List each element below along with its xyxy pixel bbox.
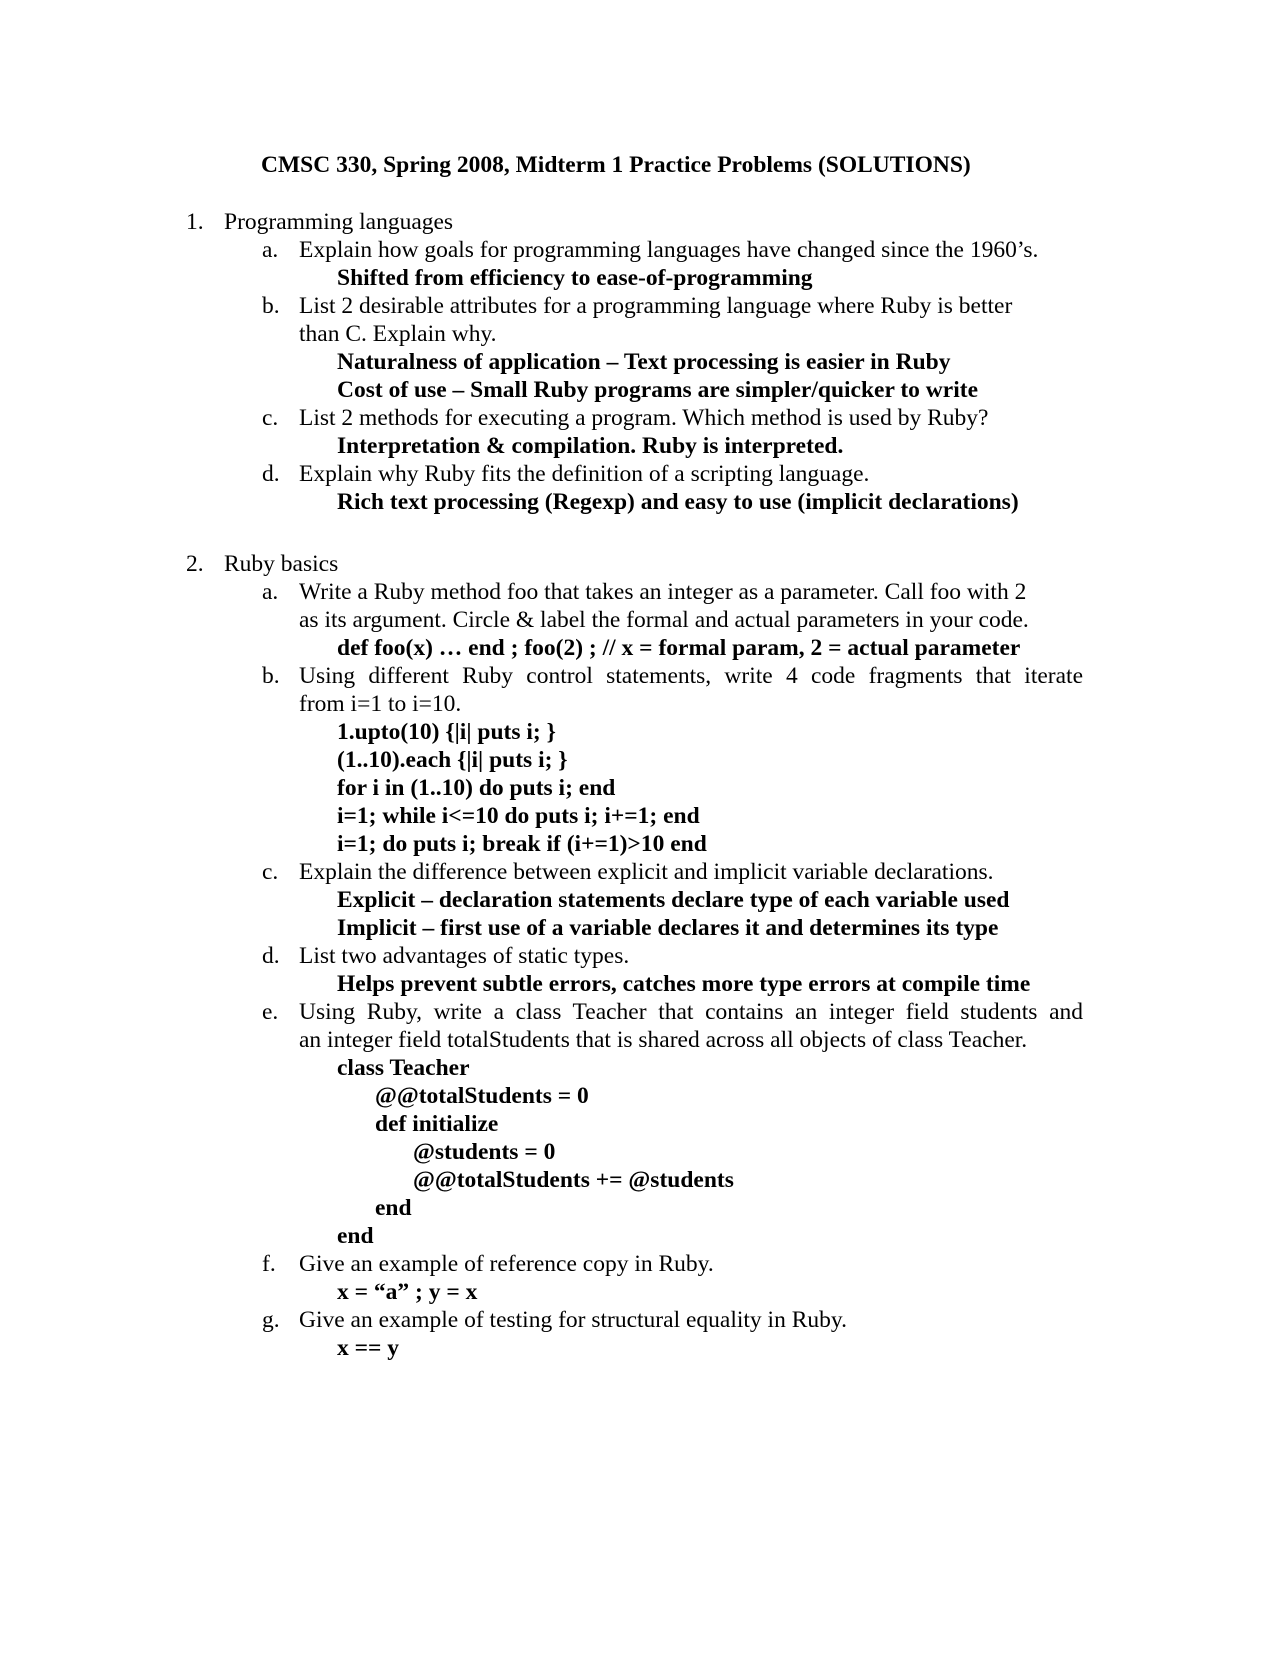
question-marker: g. — [262, 1307, 280, 1333]
question-text: List 2 methods for executing a program. Which method is used by Ruby? — [299, 405, 989, 431]
question-marker: f. — [262, 1251, 276, 1277]
question-marker: e. — [262, 999, 279, 1025]
question-text: Give an example of reference copy in Ruby. — [299, 1251, 714, 1277]
question-marker: b. — [262, 293, 280, 319]
question-text: Explain how goals for programming languages have changed since the 1960’s. — [299, 237, 1039, 263]
question-text: Write a Ruby method foo that takes an integer as a parameter. Call foo with 2 — [299, 579, 1027, 605]
answer-text: for i in (1..10) do puts i; end — [337, 775, 616, 801]
question-marker: a. — [262, 579, 279, 605]
code-line: @students = 0 — [413, 1139, 556, 1165]
question-text: Using Ruby, write a class Teacher that contains an integer field students and — [299, 999, 1083, 1025]
answer-text: i=1; do puts i; break if (i+=1)>10 end — [337, 831, 707, 857]
question-marker: d. — [262, 461, 280, 487]
answer-text: Cost of use – Small Ruby programs are simpler/quicker to write — [337, 377, 978, 403]
question-text: an integer field totalStudents that is shared across all objects of class Teacher. — [299, 1027, 1028, 1053]
question-marker: d. — [262, 943, 280, 969]
answer-text: Rich text processing (Regexp) and easy to use (implicit declarations) — [337, 489, 1019, 515]
section-number: 1. — [186, 209, 204, 235]
question-text: Explain the difference between explicit and implicit variable declarations. — [299, 859, 994, 885]
question-marker: a. — [262, 237, 279, 263]
question-text: Give an example of testing for structural equality in Ruby. — [299, 1307, 847, 1333]
answer-text: Interpretation & compilation. Ruby is interpreted. — [337, 433, 844, 459]
question-marker: c. — [262, 405, 279, 431]
section-heading: Ruby basics — [224, 551, 339, 577]
answer-text: Explicit – declaration statements declare type of each variable used — [337, 887, 1010, 913]
answer-text: (1..10).each {|i| puts i; } — [337, 747, 568, 773]
answer-text: def foo(x) … end ; foo(2) ; // x = formal param, 2 = actual parameter — [337, 635, 1021, 661]
question-text: Explain why Ruby fits the definition of a scripting language. — [299, 461, 870, 487]
question-text: as its argument. Circle & label the formal and actual parameters in your code. — [299, 607, 1029, 633]
answer-text: Implicit – first use of a variable declares it and determines its type — [337, 915, 999, 941]
code-line: @@totalStudents += @students — [413, 1167, 734, 1193]
answer-text: i=1; while i<=10 do puts i; i+=1; end — [337, 803, 700, 829]
code-line: @@totalStudents = 0 — [375, 1083, 589, 1109]
section-heading: Programming languages — [224, 209, 454, 235]
section-number: 2. — [186, 551, 204, 577]
answer-text: Shifted from efficiency to ease-of-programming — [337, 265, 813, 291]
question-text: Using different Ruby control statements, write 4 code fragments that iterate — [299, 663, 1083, 689]
answer-text: Helps prevent subtle errors, catches more type errors at compile time — [337, 971, 1031, 997]
question-marker: b. — [262, 663, 280, 689]
question-text: than C. Explain why. — [299, 321, 497, 347]
answer-text: Naturalness of application – Text processing is easier in Ruby — [337, 349, 951, 375]
page-title: CMSC 330, Spring 2008, Midterm 1 Practice Problems (SOLUTIONS) — [261, 152, 971, 178]
answer-text: x = “a” ; y = x — [337, 1279, 478, 1305]
question-text: List two advantages of static types. — [299, 943, 630, 969]
question-marker: c. — [262, 859, 279, 885]
answer-text: x == y — [337, 1335, 400, 1361]
question-text: List 2 desirable attributes for a programming language where Ruby is better — [299, 293, 1013, 319]
question-text: from i=1 to i=10. — [299, 691, 462, 717]
code-line: def initialize — [375, 1111, 499, 1137]
code-line: end — [337, 1223, 374, 1249]
code-line: class Teacher — [337, 1055, 470, 1081]
code-line: end — [375, 1195, 412, 1221]
answer-text: 1.upto(10) {|i| puts i; } — [337, 719, 556, 745]
